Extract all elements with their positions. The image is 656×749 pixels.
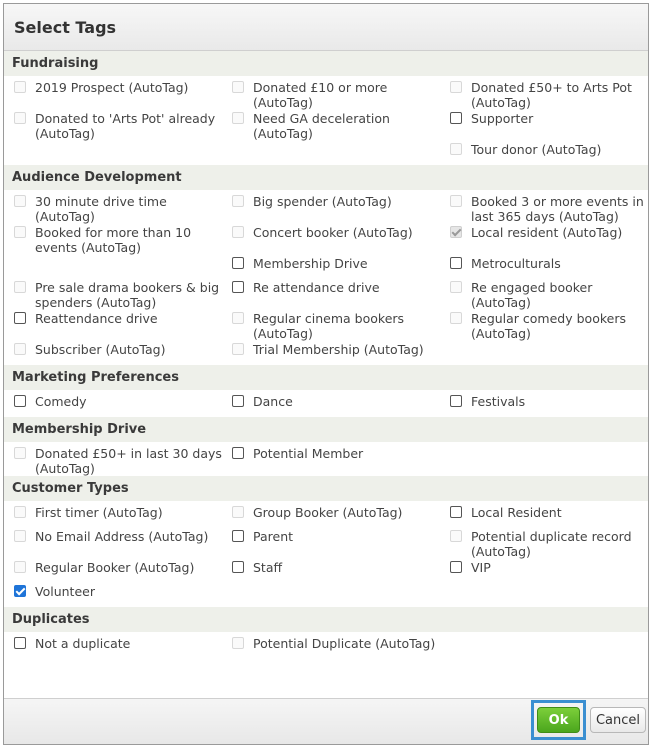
tag-checkbox[interactable] (450, 395, 462, 407)
tag-checkbox[interactable] (232, 561, 244, 573)
tag-label: Regular comedy bookers (AutoTag) (471, 311, 626, 341)
empty-cell (4, 255, 222, 279)
tag-checkbox[interactable] (14, 312, 26, 324)
section-header: Marketing Preferences (4, 365, 648, 390)
tag-checkbox (232, 81, 244, 93)
tag-label: Comedy (35, 394, 87, 409)
tag-option[interactable] (440, 110, 648, 141)
tag-checkbox (14, 561, 26, 573)
tag-grid (4, 76, 648, 165)
tag-checkbox[interactable] (232, 395, 244, 407)
tag-checkbox (232, 226, 244, 238)
cancel-button[interactable]: Cancel (590, 707, 646, 733)
dialog-body (4, 51, 648, 699)
select-tags-dialog (3, 3, 649, 745)
tag-option[interactable] (4, 393, 222, 417)
tag-option (440, 141, 648, 165)
tag-checkbox[interactable] (232, 530, 244, 542)
tag-option (222, 224, 440, 255)
tag-checkbox (232, 343, 244, 355)
tag-label: Metroculturals (471, 256, 561, 271)
tag-option (222, 110, 440, 141)
tag-option (4, 79, 222, 110)
section-header: Customer Types (4, 476, 648, 501)
tag-grid (4, 632, 648, 659)
tag-label: Local Resident (471, 505, 562, 520)
tag-option (440, 279, 648, 310)
tag-label: Dance (253, 394, 293, 409)
tag-label: Re engaged booker (AutoTag) (471, 280, 593, 310)
tag-label: Supporter (471, 111, 534, 126)
tag-checkbox[interactable] (232, 447, 244, 459)
tag-checkbox (232, 312, 244, 324)
tag-label: Local resident (AutoTag) (471, 225, 623, 240)
tag-option (4, 559, 222, 583)
tag-option[interactable] (222, 393, 440, 417)
tag-option (4, 504, 222, 528)
tag-label: Volunteer (35, 584, 95, 599)
tag-label: Pre sale drama bookers & big spenders (AutoTag) (35, 280, 220, 310)
tag-checkbox[interactable] (232, 257, 244, 269)
tag-checkbox (14, 506, 26, 518)
tag-option (4, 279, 222, 310)
section-header: Membership Drive (4, 417, 648, 442)
tag-option (4, 193, 222, 224)
tag-label: Regular cinema bookers (AutoTag) (253, 311, 405, 341)
tag-checkbox (450, 312, 462, 324)
tag-label: Donated to 'Arts Pot' already (AutoTag) (35, 111, 216, 141)
tag-option (4, 224, 222, 255)
tag-label: Booked 3 or more events in last 365 days (AutoTag) (471, 194, 644, 224)
tag-option (222, 193, 440, 224)
ok-button[interactable]: Ok (537, 707, 580, 733)
tag-checkbox (450, 143, 462, 155)
dialog-title: Select Tags (14, 17, 117, 37)
tag-option[interactable] (222, 445, 440, 476)
tag-option (222, 310, 440, 341)
tag-option[interactable] (222, 559, 440, 583)
dialog-footer (4, 698, 648, 744)
tag-label: Potential Duplicate (AutoTag) (253, 636, 436, 651)
tag-checkbox (232, 506, 244, 518)
tag-label: Need GA deceleration (AutoTag) (253, 111, 390, 141)
tag-grid (4, 442, 648, 476)
tag-checkbox (450, 281, 462, 293)
tag-label: Donated £50+ to Arts Pot (AutoTag) (471, 80, 632, 110)
tag-label: VIP (471, 560, 491, 575)
tag-label: Regular Booker (AutoTag) (35, 560, 195, 575)
tag-label: Festivals (471, 394, 526, 409)
tag-label: Subscriber (AutoTag) (35, 342, 166, 357)
tag-grid (4, 190, 648, 365)
tag-checkbox[interactable] (14, 395, 26, 407)
tag-label: 2019 Prospect (AutoTag) (35, 80, 189, 95)
tag-checkbox[interactable] (14, 637, 26, 649)
tag-checkbox (232, 637, 244, 649)
tag-option (440, 310, 648, 341)
tag-label: Staff (253, 560, 283, 575)
tag-option[interactable] (4, 310, 222, 341)
tag-checkbox (14, 195, 26, 207)
tag-checkbox (232, 195, 244, 207)
tag-checkbox (14, 226, 26, 238)
tag-option[interactable] (222, 255, 440, 279)
tag-grid (4, 390, 648, 417)
dialog-titlebar (4, 4, 648, 51)
tag-checkbox (450, 81, 462, 93)
tag-option (440, 193, 648, 224)
tag-option[interactable] (440, 393, 648, 417)
tag-label: First timer (AutoTag) (35, 505, 163, 520)
tag-checkbox (14, 81, 26, 93)
tag-label: Re attendance drive (253, 280, 380, 295)
tag-option[interactable] (222, 528, 440, 559)
section-header: Audience Development (4, 165, 648, 190)
tag-label: Potential duplicate record (AutoTag) (471, 529, 632, 559)
tag-label: Donated £50+ in last 30 days (AutoTag) (35, 446, 222, 476)
tag-label: Reattendance drive (35, 311, 158, 326)
tag-label: Membership Drive (253, 256, 368, 271)
tag-grid (4, 501, 648, 607)
tag-label: Group Booker (AutoTag) (253, 505, 403, 520)
tag-label: No Email Address (AutoTag) (35, 529, 209, 544)
tag-option[interactable] (440, 504, 648, 528)
tag-label: 30 minute drive time (AutoTag) (35, 194, 167, 224)
tag-label: Trial Membership (AutoTag) (253, 342, 424, 357)
tag-checkbox[interactable] (450, 112, 462, 124)
tag-checkbox (14, 112, 26, 124)
tag-option (4, 110, 222, 141)
tag-label: Donated £10 or more (AutoTag) (253, 80, 388, 110)
empty-cell (4, 141, 222, 165)
tag-option (4, 445, 222, 476)
tag-checkbox[interactable] (232, 281, 244, 293)
tag-label: Parent (253, 529, 294, 544)
tag-checkbox (14, 530, 26, 542)
empty-cell (222, 141, 440, 165)
tag-checkbox[interactable] (14, 585, 26, 597)
tag-checkbox (14, 447, 26, 459)
tag-option (222, 504, 440, 528)
tag-option (222, 341, 440, 365)
tag-option (4, 341, 222, 365)
tag-option[interactable] (4, 635, 222, 659)
tag-checkbox (450, 195, 462, 207)
tag-option[interactable] (222, 279, 440, 310)
tag-option (4, 528, 222, 559)
tag-label: Big spender (AutoTag) (253, 194, 392, 209)
tag-checkbox (450, 530, 462, 542)
tag-checkbox[interactable] (450, 561, 462, 573)
tag-option[interactable] (4, 583, 222, 607)
tag-option[interactable] (440, 559, 648, 583)
section-header: Fundraising (4, 51, 648, 76)
tag-label: Booked for more than 10 events (AutoTag) (35, 225, 192, 255)
tag-label: Concert booker (AutoTag) (253, 225, 413, 240)
tag-checkbox (14, 343, 26, 355)
tag-option (440, 224, 648, 255)
tag-label: Tour donor (AutoTag) (471, 142, 602, 157)
tag-option (440, 528, 648, 559)
tag-label: Not a duplicate (35, 636, 131, 651)
tag-option (440, 79, 648, 110)
tag-checkbox (14, 281, 26, 293)
section-header: Duplicates (4, 607, 648, 632)
tag-checkbox (450, 226, 462, 238)
tag-label: Potential Member (253, 446, 364, 461)
ok-button-highlight (531, 700, 586, 740)
tag-checkbox[interactable] (450, 506, 462, 518)
tag-option (222, 79, 440, 110)
tag-option (222, 635, 440, 659)
tag-option[interactable] (440, 255, 648, 279)
tag-checkbox[interactable] (450, 257, 462, 269)
tag-checkbox (232, 112, 244, 124)
